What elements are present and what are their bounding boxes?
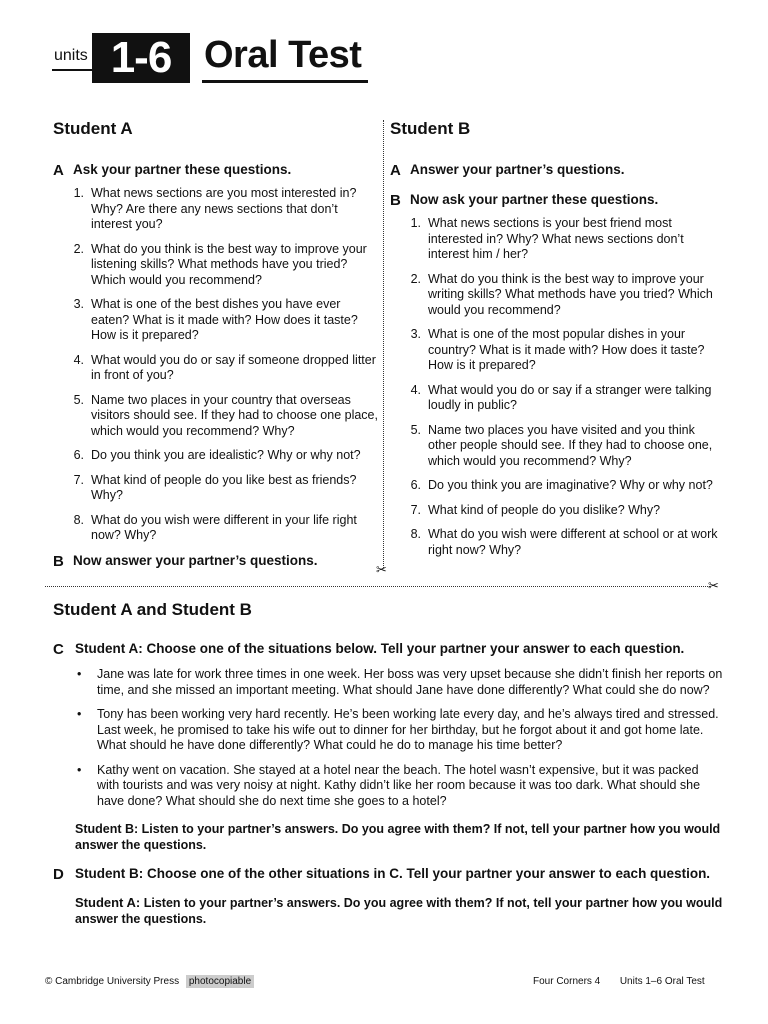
student-a-heading: Student A: [53, 119, 133, 138]
question-text: Do you think you are imaginative? Why or why not?: [428, 478, 713, 492]
question-number: 6.: [410, 478, 421, 492]
question-text: Name two places in your country that overseas visitors should see. If they had to choose one place, which would you recommend? Why?: [91, 392, 378, 438]
section-instruction: Now answer your partner’s questions.: [73, 552, 318, 568]
question-text: What do you think is the best way to improve your writing skills? What methods have you tried? Which would you recommend?: [428, 271, 713, 317]
horizontal-cut-line: [45, 586, 710, 587]
list-item: [53, 353, 378, 384]
section-instruction: Ask your partner these questions.: [73, 162, 292, 177]
section-instruction: Student B: Choose one of the other situations in C. Tell your partner your answer to each question.: [75, 866, 711, 881]
section-instruction: Now ask your partner these questions.: [410, 192, 659, 207]
list-item: [53, 186, 378, 233]
scissors-icon: ✂: [708, 578, 719, 593]
student-a-section-b: [53, 553, 378, 570]
list-item: [53, 393, 378, 440]
question-text: What would you do or say if a stranger were talking loudly in public?: [428, 382, 712, 412]
question-number: 5.: [410, 422, 421, 437]
student-b-column: [390, 119, 725, 567]
section-c-followup: Student B: Listen to your partner’s answers. Do you agree with them? If not, tell your partner how you would answer the questions.: [75, 822, 721, 852]
question-text: What would you do or say if someone dropped litter in front of you?: [91, 352, 376, 382]
situations-list: [75, 667, 723, 809]
question-number: 3.: [410, 327, 421, 341]
question-text: What do you wish were different in your life right now? Why?: [91, 512, 357, 542]
question-number: 4.: [73, 352, 84, 367]
section-d: [53, 866, 723, 883]
student-b-section-b: [390, 192, 725, 209]
section-letter: B: [53, 552, 64, 570]
book-title: Four Corners 4: [533, 976, 601, 987]
section-letter: C: [53, 641, 64, 658]
list-item: [53, 473, 378, 504]
question-number: 5.: [73, 392, 84, 407]
question-number: 1.: [410, 216, 421, 230]
list-item: [75, 763, 723, 810]
question-text: Name two places you have visited and you think other people should see. If they had to choose one, which would you recommend? Why?: [428, 422, 713, 468]
list-item: [390, 383, 725, 414]
question-text: What do you think is the best way to improve your listening skills? What methods have you tried? Which would you recommend?: [91, 241, 367, 287]
footer-right: [533, 976, 723, 987]
question-number: 7.: [73, 472, 84, 487]
list-item: [53, 513, 378, 544]
section-letter: B: [390, 192, 401, 209]
units-number-badge: 1-6: [92, 33, 190, 83]
question-text: What news sections is your best friend most interested in? Why? What news sections don’t interest him / her?: [428, 216, 684, 261]
list-item: [75, 707, 723, 754]
question-text: What kind of people do you dislike? Why?: [428, 502, 661, 517]
question-number: 7.: [410, 502, 421, 517]
vertical-cut-line: [383, 120, 384, 568]
list-item: [390, 527, 725, 558]
question-number: 2.: [73, 241, 84, 256]
question-text: What news sections are you most interested in? Why? Are there any news sections that don’t interest you?: [91, 186, 357, 231]
units-label: units: [54, 47, 88, 64]
student-b-section-a: [390, 162, 725, 179]
scissors-icon: ✂: [376, 562, 387, 577]
both-heading: Student A and Student B: [53, 600, 252, 619]
question-number: 2.: [410, 271, 421, 286]
list-item: [390, 503, 725, 519]
list-item: [75, 667, 723, 698]
list-item: [53, 448, 378, 464]
question-text: What kind of people do you like best as friends? Why?: [91, 472, 357, 502]
student-a-section-a: [53, 162, 378, 179]
situation-text: Jane was late for work three times in one week. Her boss was very upset because she didn’t finish her reports on time, and she missed an important meeting. What should Jane have done differently? What could she do now?: [97, 667, 723, 697]
section-d-followup: [75, 895, 723, 927]
units-underline: [52, 69, 92, 71]
photocopiable-badge: photocopiable: [186, 975, 254, 988]
list-item: [390, 478, 725, 494]
title-underline: [202, 80, 368, 83]
page-title: Oral Test: [204, 34, 362, 76]
question-number: 8.: [73, 512, 84, 527]
followup-label: Student A:: [75, 895, 141, 910]
student-a-column: [53, 119, 378, 570]
list-item: [53, 297, 378, 344]
list-item: [390, 272, 725, 319]
question-text: Do you think you are idealistic? Why or why not?: [91, 448, 361, 462]
section-letter: A: [390, 162, 401, 179]
list-item: [390, 327, 725, 374]
question-number: 3.: [73, 297, 84, 311]
copyright-text: © Cambridge University Press: [45, 976, 180, 987]
question-number: 1.: [73, 186, 84, 200]
student-a-questions: [53, 186, 378, 544]
section-letter: D: [53, 866, 64, 883]
unit-reference: Units 1–6 Oral Test: [619, 976, 705, 987]
question-number: 4.: [410, 382, 421, 397]
bullet-icon: •: [77, 707, 82, 721]
section-c: [53, 641, 723, 658]
question-number: 8.: [410, 527, 421, 541]
footer-left: [45, 976, 254, 987]
bullet-icon: •: [77, 762, 82, 777]
question-text: What is one of the best dishes you have ever eaten? What is it made with? How does it taste? How is it prepared?: [91, 297, 358, 342]
question-text: What is one of the most popular dishes in your country? What is it made with? How does it taste? How is it prepared?: [428, 327, 705, 372]
student-b-heading: Student B: [390, 119, 471, 138]
list-item: [390, 423, 725, 470]
situation-text: Kathy went on vacation. She stayed at a hotel near the beach. The hotel wasn’t expensive, but it was packed with tourists and was very noisy at night. Kathy didn’t like her room because it was too dark. What should she have done? What should she do next time she goes to a hotel?: [97, 762, 701, 808]
bullet-icon: •: [77, 667, 82, 681]
both-students-section: [53, 600, 723, 927]
student-b-questions: [390, 216, 725, 558]
section-instruction: Answer your partner’s questions.: [410, 162, 625, 177]
section-instruction: Student A: Choose one of the situations below. Tell your partner your answer to each question.: [75, 641, 685, 656]
question-number: 6.: [73, 448, 84, 462]
situation-text: Tony has been working very hard recently. He’s been working late every day, and he’s always tired and stressed. Last week, he promised to take his wife out to dinner for her birthday, but he forgot about it and got home late. What should he have done differently? What could he do to manage his time better?: [97, 707, 719, 752]
question-text: What do you wish were different at school or at work right now? Why?: [428, 527, 718, 557]
section-letter: A: [53, 162, 64, 179]
list-item: [390, 216, 725, 263]
followup-text: Listen to your partner’s answers. Do you agree with them? If not, tell your partner how you would answer the questions.: [75, 896, 723, 926]
list-item: [53, 242, 378, 289]
